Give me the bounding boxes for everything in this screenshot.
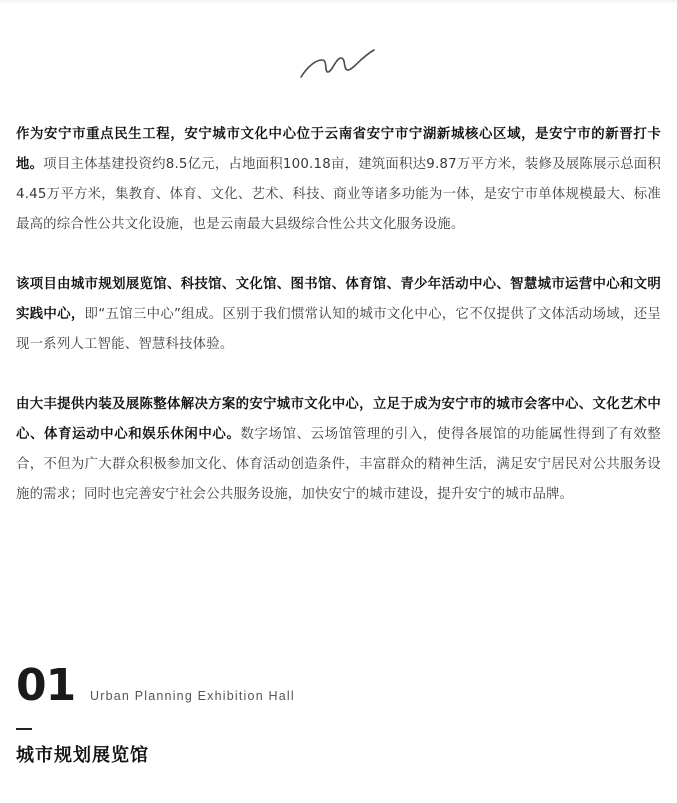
- paragraph-solution: [16, 390, 661, 510]
- paragraph-composition: [16, 270, 661, 360]
- paragraph-intro: [16, 120, 661, 240]
- section-english-title: Urban Planning Exhibition Hall: [90, 689, 295, 703]
- section-title: 城市规划展览馆: [16, 745, 149, 766]
- paragraph-solution-text: 数字场馆、云场馆管理的引入，使得各展馆的功能属性得到了有效整合，不但为广大群众积极参加文化、体育活动创造条件，丰富群众的精神生活，满足安宁居民对公共服务设施的需求；同时也完善安宁社会公共服务设施，加快安宁的城市建设，提升安宁的城市品牌。: [16, 427, 661, 502]
- top-edge-shadow: [0, 0, 677, 4]
- signature-ornament-icon: [298, 44, 378, 82]
- paragraph-composition-lead: 该项目由城市规划展览馆、科技馆、文化馆、图书馆、体育馆、青少年活动中心、智慧城市运营中心和文明实践中心，: [16, 277, 661, 322]
- paragraph-composition-text: 即“五馆三中心”组成。区别于我们惯常认知的城市文化中心，它不仅提供了文体活动场域，还呈现一系列人工智能、智慧科技体验。: [16, 307, 661, 352]
- section-dash-divider: [16, 728, 32, 730]
- section-header: [16, 662, 661, 712]
- section-number: 01: [16, 660, 76, 711]
- paragraph-intro-text: 项目主体基建投资约8.5亿元，占地面积100.18亩，建筑面积达9.87万平方米，装修及展陈展示总面积4.45万平方米，集教育、体育、文化、艺术、科技、商业等诸多功能为一体，是安宁市单体规模最大、标准最高的综合性公共文化设施，也是云南最大县级综合性公共文化服务设施。: [16, 157, 661, 232]
- article-body: [16, 120, 661, 540]
- paragraph-solution-lead: 由大丰提供内装及展陈整体解决方案的安宁城市文化中心，立足于成为安宁市的城市会客中心、文化艺术中心、体育运动中心和娱乐休闲中心。: [16, 397, 661, 442]
- paragraph-intro-lead: 作为安宁市重点民生工程，安宁城市文化中心位于云南省安宁市宁湖新城核心区域，是安宁市的新晋打卡地。: [16, 127, 661, 172]
